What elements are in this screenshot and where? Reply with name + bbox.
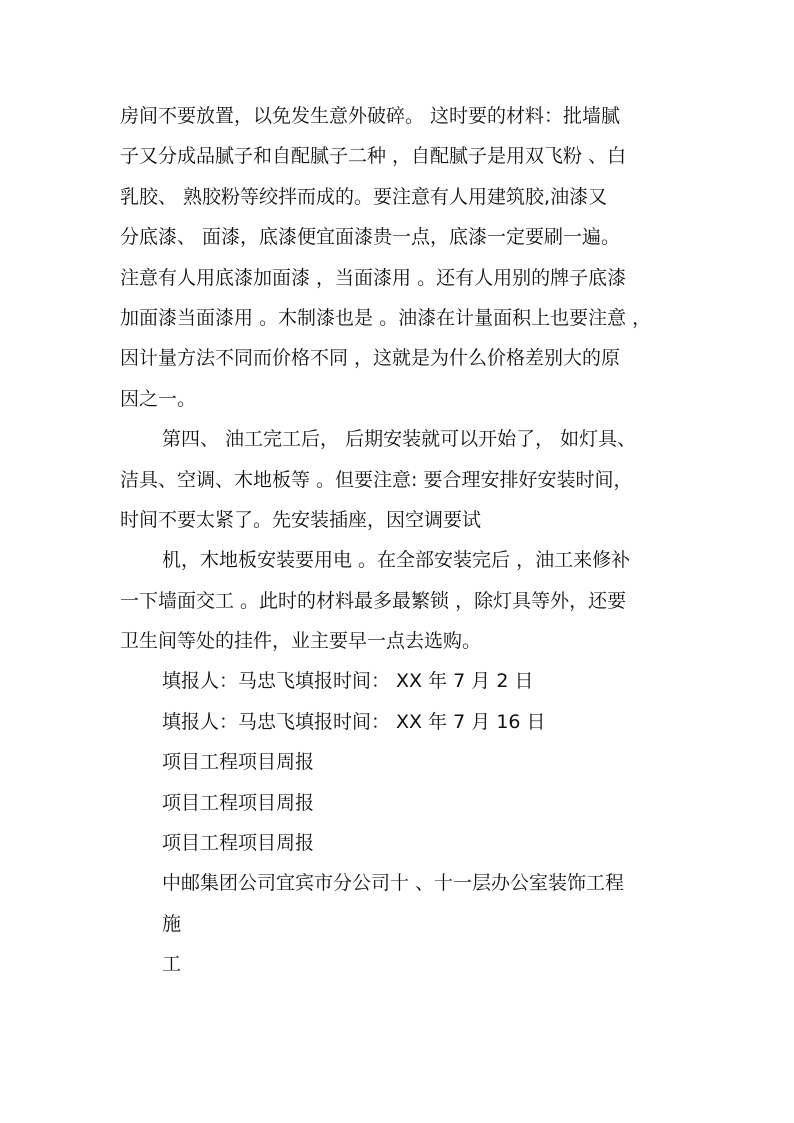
report-heading: 项目工程项目周报 (162, 791, 315, 814)
text-line: 加面漆当面漆用 。木制漆也是 。油漆在计量面积上也要注意 ， (120, 306, 652, 329)
text-line: 因计量方法不同而价格不同 ，这就是为什么价格差别大的原 (120, 347, 621, 370)
project-title: 中邮集团公司宜宾市分公司十 、十一层办公室装饰工程 (162, 872, 625, 895)
report-heading: 项目工程项目周报 (162, 751, 315, 774)
text-line: 卫生间等处的挂件，业主要早一点去选购。 (120, 630, 482, 653)
text-line: 一下墙面交工 。此时的材料最多最繁锁 ，除灯具等外，还要 (120, 589, 627, 612)
text-line: 洁具、空调、木地板等 。但要注意: 要合理安排好安装时间， (120, 468, 633, 491)
text-line: 乳胶、 熟胶粉等绞拌而成的。要注意有人用建筑胶,油漆又 (120, 185, 608, 208)
text-line: 注意有人用底漆加面漆 ，当面漆用 。还有人用别的牌子底漆 (120, 266, 627, 289)
reporter-line: 填报人：马忠飞填报时间： XX 年 7 月 16 日 (162, 710, 546, 733)
project-title-continued: 工 (162, 953, 182, 976)
project-title-continued: 施 (162, 912, 182, 935)
text-line: 时间不要太紧了。先安装插座，因空调要试 (120, 508, 482, 531)
text-line: 子又分成品腻子和自配腻子二种 ，自配腻子是用双飞粉 、白 (120, 145, 627, 168)
reporter-line: 填报人：马忠飞填报时间： XX 年 7 月 2 日 (162, 670, 534, 693)
text-line: 因之一。 (120, 387, 197, 410)
report-heading: 项目工程项目周报 (162, 832, 315, 855)
paragraph-start-line: 第四、 油工完工后， 后期安装就可以开始了， 如灯具、 (162, 428, 637, 451)
paragraph-start-line: 机，木地板安装要用电 。在全部安装完后 ，油工来修补 (162, 549, 631, 572)
text-line: 分底漆、 面漆，底漆便宜面漆贵一点，底漆一定要刷一遍。 (120, 226, 621, 249)
text-line: 房间不要放置，以免发生意外破碎。 这时要的材料：批墙腻 (120, 105, 621, 127)
document-body (120, 96, 686, 985)
